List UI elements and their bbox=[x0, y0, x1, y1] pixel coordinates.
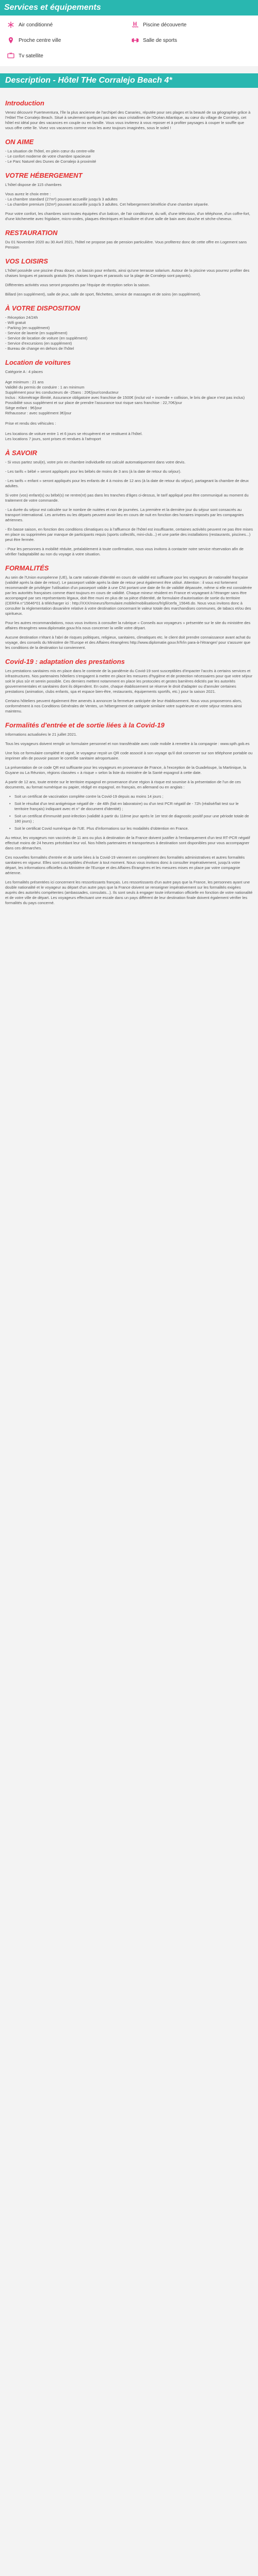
dumbbell-icon bbox=[132, 37, 139, 44]
line-item: Supplément pour les conducteurs de -25ans : 20€/jour/conducteur bbox=[5, 390, 119, 395]
line-list bbox=[5, 369, 253, 442]
line-item: Prise et rendu des véhicules : bbox=[5, 421, 56, 426]
paragraph: La présentation de ce code QR est suffisante pour les voyageurs en provenance de France, à l'exception de la Guadeloupe, la Martinique, la Guyane ou La Réunion, régions classées « à risque » selon la liste du ministère de la Santé espagnol à cette date. bbox=[5, 765, 247, 775]
paragraph: Au sein de l'Union européenne (UE), la carte nationale d'identité en cours de validité est suffisante pour les voyageurs de nationalité française (validité après la date de retour). Le passeport valide après la date de retour peut également être utilisé. Attention : il vous est fortement recommandé de privilégier l'utilisation d'un passeport valide à une CNI portant une date de fin de validité dépassée, même si elle est considérée par les autorités françaises comme étant toujours en cours de validité. Chaque mineur résident en France et voyageant à l'étranger sans être accompagné par ses représentants légaux, doit être muni en plus de sa pièce d'identité, de formulaire d'autorisation de sortie du territoire (CERFA n°15646*01 à télécharger ici : http://XXX/mineurs/formulaire.mobile/mobilisations/fr/gfi/cerfa_15646.do. Nous vous invitons donc à consulter la réglementation douanière relative à votre destination concernant le valeur totale des marchandises communes, de tabacs et/ou des spiritueux. bbox=[5, 575, 252, 616]
section-heading: À SAVOIR bbox=[5, 449, 37, 457]
line-item: Age minimum : 21 ans bbox=[5, 380, 44, 384]
section bbox=[5, 99, 253, 131]
section bbox=[5, 564, 253, 650]
line-item: Inclus : Kilométrage illimité, Assurance obligatoire avec franchise de 1500€ (inclut vol + incendie + collision, le bris de glace n'est pas inclus) bbox=[5, 395, 245, 400]
service-item bbox=[7, 36, 126, 44]
section-heading: VOS LOISIRS bbox=[5, 257, 49, 265]
section-heading: ON AIME bbox=[5, 138, 34, 146]
section-heading: FORMALITÉS bbox=[5, 564, 49, 572]
line-item bbox=[5, 375, 253, 380]
section bbox=[5, 172, 253, 222]
line-list bbox=[5, 192, 253, 207]
line-item: Les locations de voiture entre 1 et 6 jours se récupèrent et se restituent à l'hôtel. bbox=[5, 431, 143, 436]
paragraph: Une fois ce formulaire complété et signé, le voyageur reçoit un QR code associé à son voyage qu'il doit conserver sur son téléphone portable ou imprimer afin de pouvoir passer le contrôle sanitaire aéroportuaire. bbox=[5, 751, 253, 761]
paragraph: Venez découvrir Fuerteventura, l'île la plus ancienne de l'archipel des Canaries, réputée pour ses plages et la beauté de sa géographie grâce à l'Hôtel The Corralejo Beach. Situé à seulement quelques pas des vaux cristallines de l'Océan Atlantique, au cœur du village de Corralejo, cet hôtel est idéal pour des vacances en couple ou en famille. Vous vous inviterez à vous reposer et à profiter paysages à couper le souffle que vous offre cette île. Vivez vos vacances comme vous les avez toujours imaginées, sous le soleil ! bbox=[5, 110, 251, 130]
section bbox=[5, 229, 253, 250]
service-item bbox=[132, 21, 251, 29]
bullet-item: • Soit le résultat d'un test antigénique négatif de - de 48h (fait en laboratoire) ou d'un test PCR négatif de - 72h (réalisé/fait test sur le territoire français) indiquant avec et n° de document d'identité) ; bbox=[5, 801, 253, 812]
paragraph: L'hôtel possède une piscine d'eau douce, un bassin pour enfants, ainsi qu'une terrasse solarium. Autour de la piscine vous pourrez profiter des chaises longues et parasols gratuits (les chaises longues et parasols sur la plage de Corralejo sont payants). bbox=[5, 268, 250, 278]
paragraph: Tous les voyageurs doivent remplir un formulaire personnel et non transférable avec code mobile à remettre à la compagnie : www.spth.gob.es bbox=[5, 741, 250, 746]
service-label: Piscine découverte bbox=[143, 22, 187, 28]
line-item: Vous aurez le choix entre : bbox=[5, 192, 51, 196]
line-item: - Le confort moderne de votre chambre spacieuse bbox=[5, 154, 91, 159]
paragraph: Certains hôteliers peuvent également être amenés à annoncer la fermeture anticipée de leur établissement. Nous vous proposerons alors, conformément à nos Conditions Générales de Ventes, un hébergement de catégorie similaire votre supérieure et votre séjour restera ainsi maintenu. bbox=[5, 699, 243, 713]
tv-icon bbox=[7, 52, 14, 59]
line-list bbox=[5, 149, 253, 164]
service-label: Proche centre ville bbox=[19, 37, 61, 43]
section bbox=[5, 304, 253, 351]
paragraph: - Pour les personnes à mobilité réduite, préalablement à toute confirmation, nous vous invitons à contacter notre service réservation afin de vérifier l'adaptabilité au non du voyage à votre situation. bbox=[5, 547, 244, 556]
paragraph: Billard (en supplément), salle de jeux, salle de sport, fléchettes, service de massages et de soins (en supplément). bbox=[5, 292, 201, 297]
line-item: Possibilité sous supplément et sur place de prendre l'assurance tout risque sans franchise : 22,70€/jour bbox=[5, 400, 182, 405]
paragraph: - Si vous partez seul(e), votre prix en chambre individuelle est calculé automatiquement dans votre devis. bbox=[5, 460, 186, 464]
service-label: Salle de sports bbox=[143, 37, 178, 43]
map-pin-icon bbox=[7, 37, 14, 44]
services-title: Services et équipements bbox=[0, 0, 258, 15]
service-label: Tv satellite bbox=[19, 53, 43, 59]
bullet-item: • Soit un certificat de vaccination complète contre la Covid-19 depuis au moins 14 jours ; bbox=[5, 794, 253, 799]
section-heading: Covid-19 : adaptation des prestations bbox=[5, 658, 125, 665]
line-item: Réhausseur : avec supplément 3€/jour bbox=[5, 411, 72, 415]
description-content bbox=[0, 88, 258, 906]
paragraph: Aucune destination n'étant à l'abri de risques politiques, religieux, sanitaires, climatiques etc. le client doit prendre connaissance avant achat du voyage, des conseils du Ministère de l'Europe et des Affaires étrangères http://www.diplomatie.gouv.fr/fr/in para-à-l'étranger/ pour s'assurer que les conditions de la destination lui conviennent. bbox=[5, 635, 251, 650]
bullet-item: • Soit un certificat d'immunité post-infection (validité à partir du 11ème jour après le 1er test de diagnostic positif pour une période totale de 180 jours) ; bbox=[5, 814, 253, 824]
paragraph: - Les tarifs « enfant » seront appliqués pour les enfants de 4 à moins de 12 ans (à la date de retour du séjour), partageant la chambre de deux adultes. bbox=[5, 478, 249, 488]
bullet-item: • Soit le certificat Covid numérique de l'UE. Plus d'informations sur les modalités d'obtention en France. bbox=[5, 826, 253, 831]
section bbox=[5, 138, 253, 164]
snowflake-icon bbox=[7, 21, 14, 28]
section bbox=[5, 257, 253, 297]
line-item: - Réception 24/24h bbox=[5, 315, 38, 320]
paragraph: Informations actualisées le 21 juillet 2021. bbox=[5, 732, 77, 737]
services-list bbox=[0, 15, 258, 66]
line-item: - Wifi gratuit bbox=[5, 320, 26, 325]
paragraph: Si votre (vos) enfant(s) ou bébé(s) ne rentre(nt) pas dans les tranches d'âges ci-dessus, le tarif appliqué peut être communiqué au moment du traitement de votre commande. bbox=[5, 493, 249, 503]
line-item: - La chambre standard (27m²) pouvant accueillir jusqu'à 3 adultes bbox=[5, 197, 118, 201]
section bbox=[5, 658, 253, 714]
section bbox=[5, 359, 253, 442]
line-item bbox=[5, 426, 253, 431]
section bbox=[5, 449, 253, 557]
section-heading: À VOTRE DISPOSITION bbox=[5, 304, 80, 312]
section-heading: RESTAURATION bbox=[5, 229, 58, 237]
paragraph: - En basse saison, en fonction des conditions climatiques ou à l'affluence de l'hôtel est insuffisante, certaines activités peuvent ne pas être mises en place ou supprimées par manque de participants requis (sports collectifs, mini-club...) et une partie des installations (restaurants, piscines...) peut être fermée. bbox=[5, 527, 253, 542]
line-item: - La situation de l'hôtel, en plein cœur du centre-ville bbox=[5, 149, 95, 153]
paragraph: L'hôtel dispose de 115 chambres bbox=[5, 182, 62, 187]
paragraph: Pour les autres recommandations, nous vous invitons à consulter la rubrique « Conseils aux voyageurs » présentée sur le site du ministère des affaires étrangères www.diplomatie.gouv.fr/a nous concerner la veille votre départ. bbox=[5, 620, 251, 630]
section-heading: Introduction bbox=[5, 99, 44, 107]
paragraph: Du 01 Novembre 2020 au 30 Avril 2021, l'hôtel ne propose pas de pension particulière. Vous profiterez donc de cette offre en Logement sans Pension bbox=[5, 240, 247, 250]
line-item: - Parking (en supplément) bbox=[5, 325, 50, 330]
paragraph: Au retour, les voyageurs non vaccinés de 11 ans ou plus à destination de la France doivent justifier à l'embarquement d'un test RT-PCR négatif effectué moins de 24 heures précédant leur vol. Nos hôtels partenaires et transporteurs à destination sont disponibles pour vous accompagner dans ces démarches. bbox=[5, 835, 250, 850]
section-heading: Location de voitures bbox=[5, 359, 71, 366]
description-title: Description - Hôtel THe Corralejo Beach 4* bbox=[0, 73, 258, 88]
line-item: Validité du permis de conduire : 1 an minimum bbox=[5, 385, 85, 390]
service-item bbox=[132, 36, 251, 44]
pool-icon bbox=[132, 21, 139, 28]
line-item: - Bureau de change en dehors de l'hôtel bbox=[5, 346, 74, 351]
paragraph: Les prestations sanitaires mis en place dans le contexte de la pandémie du Covid-19 sont susceptibles d'impacter l'accès à certains services et infrastructures. Nos partenaires hôteliers s'engagent à mettre en place les mesures d'hygiène et de protection nécessaires pour que votre séjour soit le plus sûr et serein possible. Ces derniers mettent notamment en place les protocoles et gestes barrières édictés par les autorités gouvernementales et sanitaires dont ils dépendent. En outre, chaque établissement se réserve le droit d'adapter ou d'annuler certaines prestations (animation, clubs enfants, spa et espace bien-être, restaurants, équipements sportifs, etc.) pour la saison 2021. bbox=[5, 669, 252, 694]
line-item bbox=[5, 416, 253, 421]
services-panel bbox=[0, 0, 258, 66]
line-item: - Service de location de voiture (en supplément) bbox=[5, 336, 88, 340]
paragraph: - Les tarifs « bébé » seront appliqués pour les bébés de moins de 3 ans (à la date de retour du séjour). bbox=[5, 469, 182, 474]
line-item: Siège enfant : 9€/jour bbox=[5, 406, 42, 410]
paragraph: Pour votre confort, les chambres sont toutes équipées d'un balcon, de l'air conditionné, du wifi, d'une télévision, d'un téléphone, d'un coffre-fort, d'une kitchenette avec frigidaire, micro-ondes, plaques électriques et bouilloire et d'une salle de bain avec douche et sèche-cheveux. bbox=[5, 211, 250, 221]
paragraph: - La durée du séjour est calculée sur le nombre de nuitées et non de journées. La première et la dernière jour du séjour sont consacrés au transport international. Les arrivées ou les départs peuvent avoir lieu en cours de nuit en fonction des horaires imposés par les compagnies aériennes. bbox=[5, 507, 244, 522]
line-item: Catégorie A : 4 places bbox=[5, 369, 43, 374]
paragraph: Les formalités présentées ici concernent les ressortissants français. Les ressortissants d'un autre pays que la France, les personnes ayant une double nationalité et le voyageur au départ d'un autre pays que la France doivent se renseigner impérativement sur les formalités exigées auprès des autorités compétentes (ambassades, consulats...). Ils sont seuls à engager toute information officielle en fonction de votre nationalité et de votre ville de départ. Les voyageurs effectuant une escale dans un pays différent de leur destination finale doivent également vérifier les formalités du pays concerné. bbox=[5, 880, 253, 905]
section-heading: VOTRE HÉBERGEMENT bbox=[5, 172, 83, 179]
paragraph: Différentes activités vous seront proposées par l'équipe de réception selon la saison. bbox=[5, 283, 151, 287]
service-item bbox=[7, 21, 126, 29]
paragraph: Ces nouvelles formalités d'entrée et de sortie liées à la Covid-19 viennent en complément des formalités administratives et autres formalités sanitaires en vigueur. Elles sont susceptibles d'évoluer à tout moment. Nous vous invitons donc à consulter impérativement, jusqu'à votre départ, les informations officielles du Ministère de l'Europe et des Affaires Étrangères et les mesures mises en place par votre compagnie aérienne. bbox=[5, 855, 245, 875]
service-item bbox=[7, 52, 126, 60]
service-label: Air conditionné bbox=[19, 22, 53, 28]
line-item: Les locations 7 jours, sont prises et rendues à l'aéroport bbox=[5, 437, 101, 441]
section-heading: Formalités d'entrée et de sortie liées à la Covid-19 bbox=[5, 721, 165, 729]
line-item: - Service de laverie (en supplément) bbox=[5, 331, 68, 335]
paragraph: A partir de 12 ans, toute entrée sur le territoire espagnol en provenance d'une région à risque est soumise à la présentation de l'un de ces documents, au format numérique ou papier, rédigé en espagnol, en français, en allemand ou en anglais : bbox=[5, 780, 241, 789]
line-item: - Le Parc Naturel des Dunes de Corralejo à proximité bbox=[5, 159, 96, 164]
line-item: - La chambre premium (32m²) pouvant accueillir jusqu'à 3 adultes. Cet hébergement bénéficie d'une chambre séparée. bbox=[5, 202, 209, 207]
section bbox=[5, 721, 253, 906]
bullet-list bbox=[5, 794, 253, 831]
line-list bbox=[5, 315, 253, 351]
line-item: - Service d'excursions (en supplément) bbox=[5, 341, 72, 346]
